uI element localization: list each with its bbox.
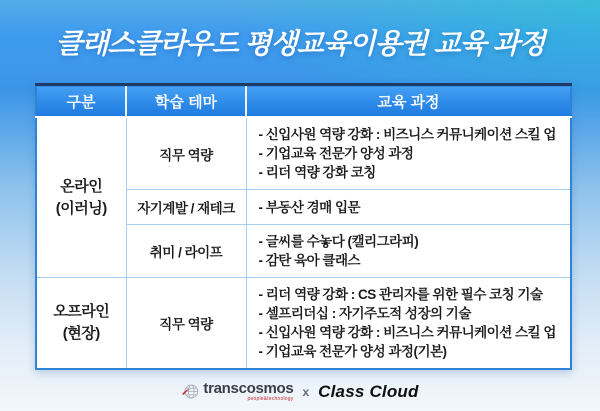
courses-cell — [246, 190, 571, 225]
footer-logos — [0, 381, 600, 402]
course-item: - 셀프리더십 : 자기주도적 성장의 기술 — [258, 306, 471, 321]
transcosmos-wordmark — [203, 381, 293, 402]
theme-cell: 직무 역량 — [126, 278, 246, 370]
header-category: 구분 — [36, 85, 126, 118]
globe-icon — [181, 382, 200, 401]
header-theme: 학습 테마 — [126, 85, 246, 118]
table-row — [36, 117, 571, 190]
course-item: - 기업교육 전문가 양성 과정 — [258, 146, 414, 161]
courses-cell — [246, 278, 571, 370]
course-item: - 리더 역량 강화 코칭 — [258, 165, 376, 180]
category-cell: 오프라인 (현장) — [36, 278, 126, 370]
course-item: - 기업교육 전문가 양성 과정(기본) — [258, 344, 447, 359]
course-item: - 부동산 경매 입문 — [258, 199, 361, 215]
header-courses: 교육 과정 — [246, 85, 571, 118]
courses-cell — [246, 117, 571, 190]
course-item: - 리더 역량 강화 : CS 관리자를 위한 필수 코칭 기술 — [258, 287, 543, 302]
category-cell: 온라인 (이러닝) — [36, 117, 126, 278]
transcosmos-tagline: people&technology — [247, 396, 294, 402]
transcosmos-logo — [181, 381, 293, 402]
courses-cell — [246, 225, 571, 278]
course-item: - 신입사원 역량 강화 : 비즈니스 커뮤니케이션 스킬 업 — [258, 325, 556, 340]
course-item: - 신입사원 역량 강화 : 비즈니스 커뮤니케이션 스킬 업 — [258, 127, 556, 142]
course-table — [35, 83, 572, 370]
course-item: - 감탄 육아 클래스 — [258, 253, 361, 268]
x-separator: x — [302, 384, 310, 399]
theme-cell: 직무 역량 — [126, 117, 246, 190]
table-row — [36, 278, 571, 370]
classcloud-wordmark: Class Cloud — [318, 381, 419, 401]
theme-cell: 자기계발 / 재테크 — [126, 190, 246, 225]
page-title: 클래스클라우드 평생교육이용권 교육 과정 — [55, 28, 545, 59]
course-table-body — [36, 117, 571, 369]
course-item: - 글씨를 수놓다 (캘리그라피) — [258, 234, 419, 249]
table-header-row — [36, 85, 571, 118]
transcosmos-name: transcosmos — [203, 380, 294, 397]
theme-cell: 취미 / 라이프 — [126, 225, 246, 278]
